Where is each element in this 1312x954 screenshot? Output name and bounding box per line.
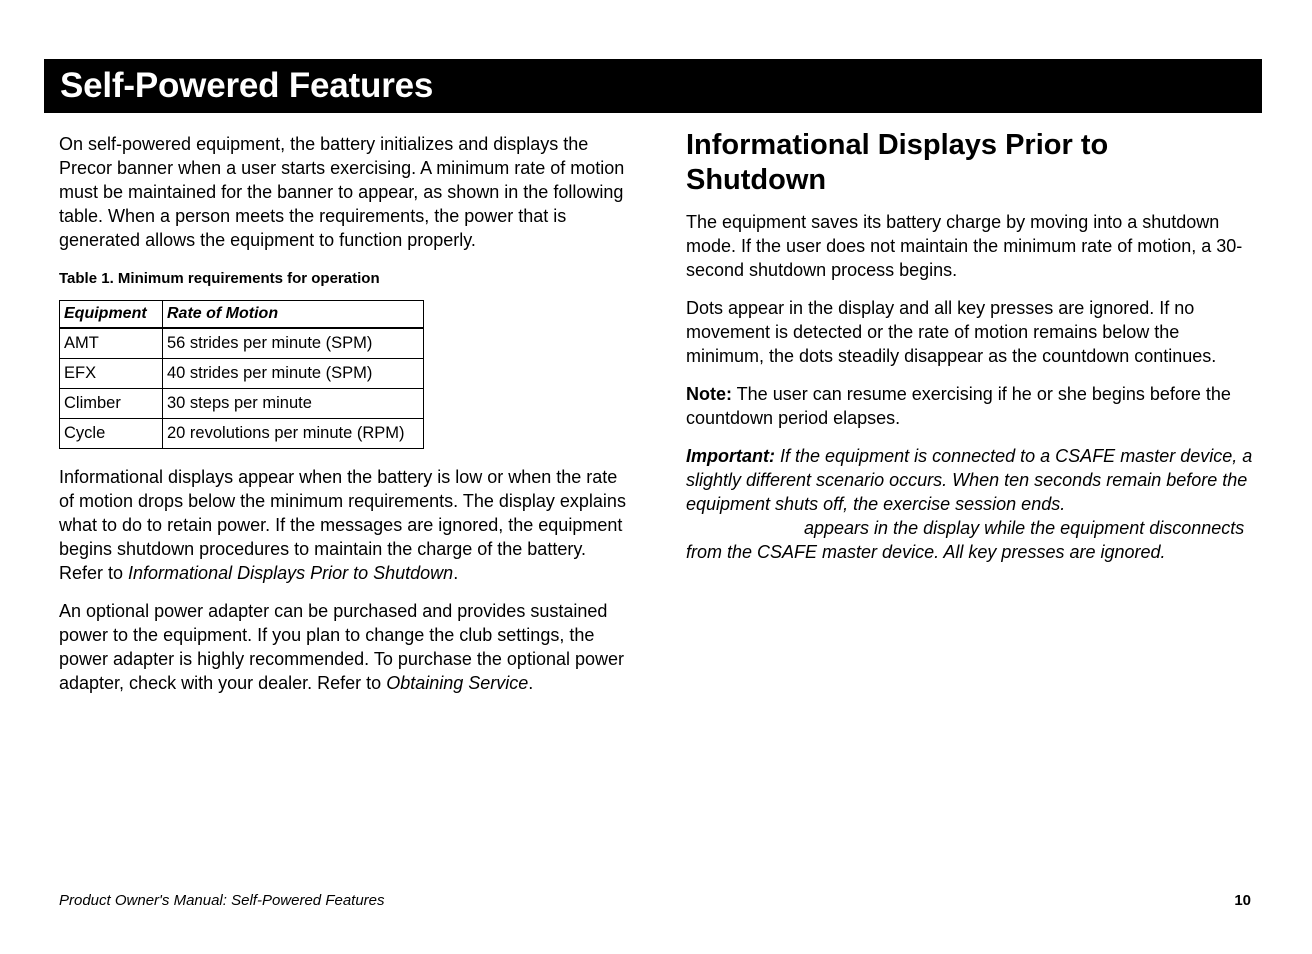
- important-text-continued: appears in the display while the equipment disconnects from the CSAFE master device. All key presses are ignored.: [686, 518, 1245, 562]
- cell-equipment: AMT: [60, 328, 163, 359]
- left-column: [59, 132, 631, 709]
- intro-paragraph: On self-powered equipment, the battery initializes and displays the Precor banner when a user starts exercising. A minimum rate of motion must be maintained for the banner to appear, as shown in the following table. When a person meets the requirements, the power that is generated allows the equipment to function properly.: [59, 134, 625, 250]
- service-reference: Obtaining Service: [386, 673, 529, 693]
- table-row: [60, 419, 424, 449]
- shutdown-paragraph: The equipment saves its battery charge by moving into a shutdown mode. If the user does not maintain the minimum rate of motion, a 30-second shutdown process begins.: [686, 212, 1243, 280]
- table-row: [60, 328, 424, 359]
- cell-rate: 56 strides per minute (SPM): [163, 328, 424, 359]
- right-column: [686, 128, 1256, 578]
- adapter-paragraph: An optional power adapter can be purchased and provides sustained power to the equipment. If you plan to change the club settings, the power adapter is highly recommended. To purchase the optional power adapter, check with your dealer. Refer to Obtaining Service.: [59, 601, 625, 693]
- adapter-paragraph-text: An optional power adapter can be purchased and provides sustained power to the equipment. If you plan to change the club settings, the power adapter is highly recommended. To purchase the optional power adapter, check with your dealer. Refer to: [59, 601, 625, 693]
- footer-title: Product Owner's Manual: Self-Powered Features: [59, 892, 385, 909]
- cell-rate: 30 steps per minute: [163, 389, 424, 419]
- battery-paragraph-text: Informational displays appear when the battery is low or when the rate of motion drops below the minimum requirements. The display explains what to do to retain power. If the messages are ignored, the equipment begins shutdown procedures to maintain the charge of the battery. Refer to: [59, 467, 626, 583]
- table-caption: Table 1. Minimum requirements for operation: [59, 270, 380, 287]
- cell-equipment: EFX: [60, 359, 163, 389]
- note-text: The user can resume exercising if he or she begins before the countdown period elapses.: [686, 384, 1231, 428]
- battery-paragraph: Informational displays appear when the battery is low or when the rate of motion drops below the minimum requirements. The display explains what to do to retain power. If the messages are ignored, the equipment begins shutdown procedures to maintain the charge of the battery. Refer to Informational Displays Prior to Shutdown.: [59, 467, 626, 583]
- cell-rate: 20 revolutions per minute (RPM): [163, 419, 424, 449]
- table-row: [60, 359, 424, 389]
- table-row: [60, 389, 424, 419]
- header-equipment: Equipment: [60, 301, 163, 329]
- important-paragraph: [686, 444, 1256, 564]
- page-title: Self-Powered Features: [60, 66, 434, 105]
- section-heading: Informational Displays Prior to Shutdown: [686, 129, 1109, 196]
- cell-rate: 40 strides per minute (SPM): [163, 359, 424, 389]
- note-label: Note:: [686, 384, 732, 404]
- dots-paragraph: Dots appear in the display and all key presses are ignored. If no movement is detected or the rate of motion remains below the minimum, the dots steadily disappear as the countdown continues.: [686, 298, 1217, 366]
- section-banner: [44, 59, 1262, 113]
- cell-equipment: Climber: [60, 389, 163, 419]
- requirements-table: [59, 300, 424, 449]
- header-rate-of-motion: Rate of Motion: [163, 301, 424, 329]
- cell-equipment: Cycle: [60, 419, 163, 449]
- shutdown-reference: Informational Displays Prior to Shutdown: [128, 563, 454, 583]
- note-paragraph: [686, 382, 1256, 430]
- important-label: Important:: [686, 446, 775, 466]
- important-text: If the equipment is connected to a CSAFE master device, a slightly different scenario occurs. When ten seconds remain before the equipment shuts off, the exercise session ends.: [686, 446, 1253, 514]
- page-number: 10: [1234, 892, 1251, 909]
- table-header-row: [60, 301, 424, 329]
